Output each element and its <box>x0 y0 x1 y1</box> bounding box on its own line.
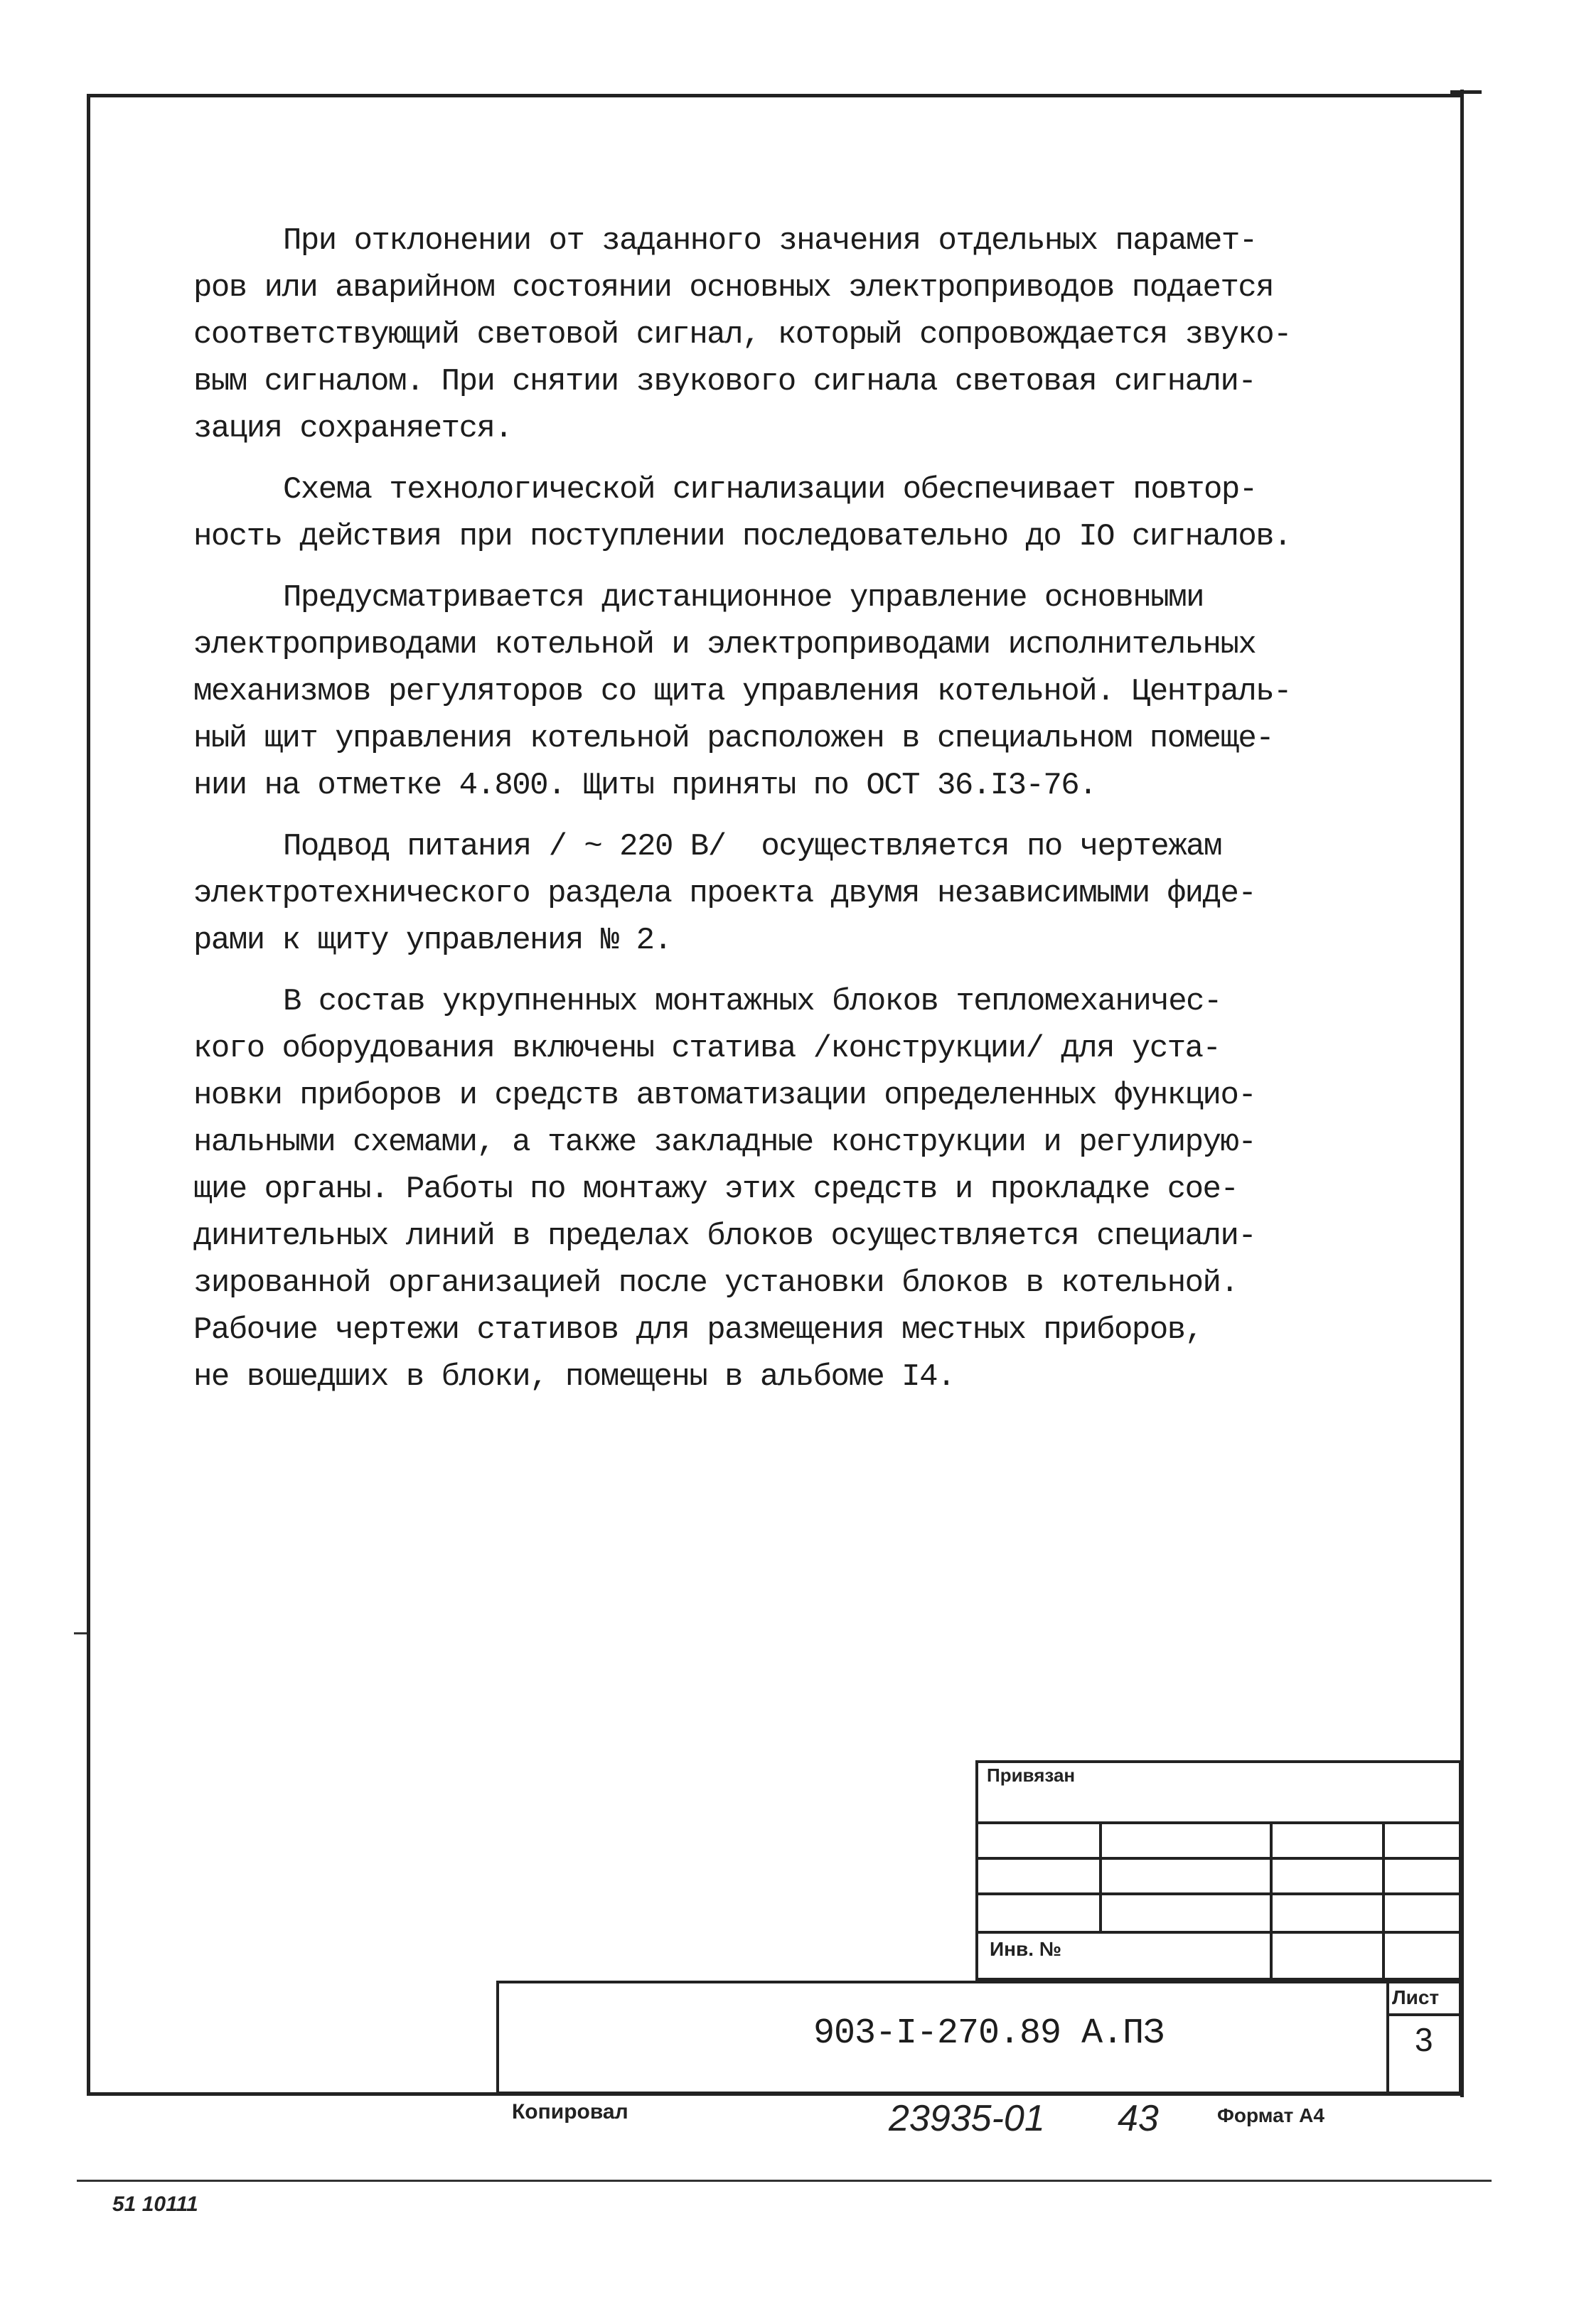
paragraph-signalling <box>193 218 1402 452</box>
text-line: кого оборудования включены статива /конструкции/ для уста- <box>193 1031 1221 1066</box>
stamp-col-line <box>1099 1821 1102 1931</box>
attached-label: Привязан <box>987 1765 1076 1786</box>
margin-tick <box>74 1632 87 1634</box>
paragraph-control <box>193 574 1402 809</box>
stamp-col-line <box>1382 1821 1385 1981</box>
stamp-row-line <box>975 1857 1462 1860</box>
text-line: зация сохраняется. <box>193 411 513 446</box>
text-line: не вошедших в блоки, помещены в альбоме I4. <box>193 1359 955 1395</box>
order-number: 23935-01 <box>889 2098 1045 2139</box>
text-line: механизмов регуляторов со щита управления котельной. Централь- <box>193 674 1292 709</box>
document-code: 903-I-270.89 А.ПЗ <box>813 2013 1165 2054</box>
text-line: рами к щиту управления № 2. <box>193 923 672 958</box>
text-line: динительных линий в пределах блоков осуществляется специали- <box>193 1219 1256 1254</box>
paragraph-power <box>193 823 1402 964</box>
text-line: ров или аварийном состоянии основных электроприводов подается <box>193 270 1274 306</box>
text-line: Подвод питания / ~ 220 В/ осуществляется по чертежам <box>283 829 1221 864</box>
text-line: электроприводами котельной и электроприводами исполнительных <box>193 627 1256 663</box>
format-label: Формат А4 <box>1217 2104 1324 2126</box>
stamp-col-line <box>1270 1821 1273 1981</box>
text-line: зированной организацией после установки блоков в котельной. <box>193 1265 1238 1301</box>
stamp-row-line <box>975 1892 1462 1895</box>
text-line: При отклонении от заданного значения отдельных парамет- <box>283 223 1257 259</box>
text-line: щие органы. Работы по монтажу этих средств и прокладке сое- <box>193 1172 1238 1207</box>
bottom-rule <box>77 2180 1492 2182</box>
text-line: электротехнического раздела проекта двумя независимыми фиде- <box>193 876 1256 911</box>
sheet-number: 3 <box>1415 2021 1433 2058</box>
text-line: вым сигналом. При снятии звукового сигнала световая сигнали- <box>193 364 1256 400</box>
inventory-label: Инв. № <box>990 1938 1062 1960</box>
page-reference: 43 <box>1118 2098 1159 2139</box>
stamp-row-line <box>975 1931 1462 1934</box>
stamp-row-line <box>975 1821 1462 1824</box>
copied-label: Копировал <box>512 2100 628 2124</box>
text-line: ность действия при поступлении последовательно до IO сигналов. <box>193 519 1292 555</box>
text-line: Рабочие чертежи стативов для размещения местных приборов, <box>193 1312 1203 1348</box>
text-line: новки приборов и средств автоматизации определенных функцио- <box>193 1078 1256 1113</box>
text-line: нии на отметке 4.800. Щиты приняты по ОСТ 36.I3-76. <box>193 768 1097 803</box>
body-text <box>193 218 1402 1415</box>
form-code: 51 10111 <box>112 2192 198 2216</box>
paragraph-scheme <box>193 466 1402 560</box>
text-line: Схема технологической сигнализации обеспечивает повтор- <box>283 472 1257 508</box>
frame-top-extension <box>1450 90 1482 94</box>
text-line: Предусматривается дистанционное управление основными <box>283 580 1204 616</box>
text-line: нальными схемами, а также закладные конструкции и регулирую- <box>193 1125 1256 1160</box>
text-line: ный щит управления котельной расположен в специальном помеще- <box>193 721 1274 756</box>
sheet-label: Лист <box>1392 1986 1440 2008</box>
text-line: соответствующий световой сигнал, который сопровождается звуко- <box>193 317 1292 353</box>
sheet-divider <box>1386 2013 1462 2016</box>
text-line: В состав укрупненных монтажных блоков тепломеханичес- <box>283 984 1221 1019</box>
paragraph-blocks <box>193 978 1402 1401</box>
